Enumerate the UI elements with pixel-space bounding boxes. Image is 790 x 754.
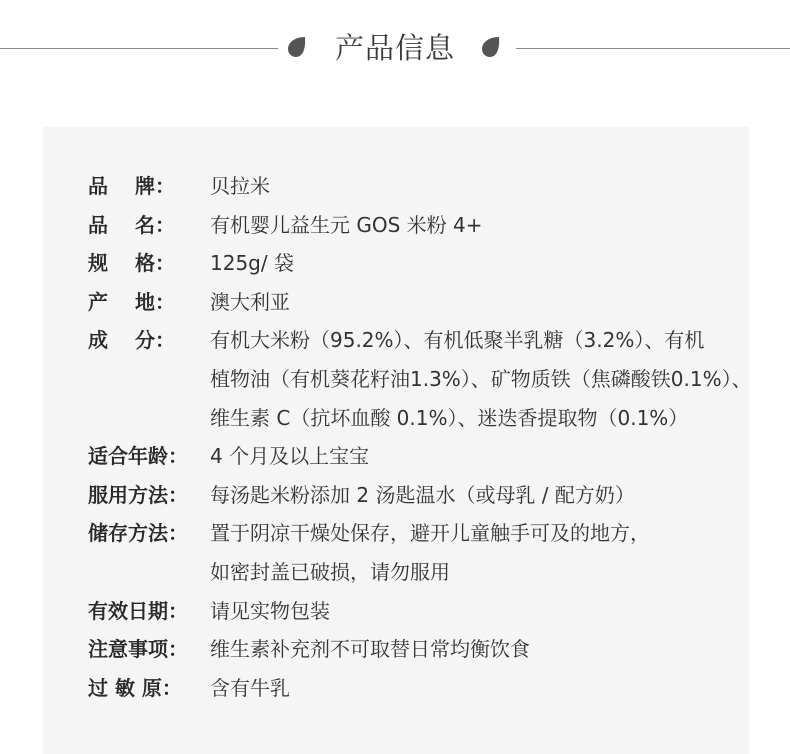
info-row	[88, 206, 738, 245]
info-label: 品 牌：	[88, 174, 175, 198]
info-row	[88, 167, 738, 206]
info-row	[88, 244, 738, 283]
section-header	[0, 22, 790, 74]
info-value	[210, 206, 738, 245]
info-value-line: 请见实物包装	[210, 598, 330, 623]
info-value	[210, 167, 738, 206]
info-value-line: 置于阴凉干燥处保存，避开儿童触手可及的地方，	[210, 521, 650, 546]
info-value-line: 植物油（有机葵花籽油1.3%）、矿物质铁（焦磷酸铁0.1%）、	[210, 366, 752, 391]
info-value-line: 维生素补充剂不可取替日常均衡饮食	[210, 637, 530, 662]
leaf-icon	[284, 34, 310, 60]
info-row	[88, 630, 738, 669]
info-row	[88, 514, 738, 591]
page-title: 产品信息	[334, 31, 455, 65]
info-label: 规 格：	[88, 251, 175, 276]
leaf-icon	[478, 34, 504, 60]
info-row	[88, 283, 738, 322]
info-label: 有效日期：	[88, 598, 188, 623]
info-value-line: 贝拉米	[210, 174, 270, 198]
info-value-line: 125g/ 袋	[210, 251, 294, 276]
info-value	[210, 283, 738, 322]
info-value	[210, 592, 738, 631]
info-label: 产 地：	[88, 289, 175, 314]
info-value	[210, 476, 738, 515]
info-label: 注意事项：	[88, 637, 188, 662]
info-value-line: 含有牛乳	[210, 675, 290, 700]
header-divider-left	[0, 48, 278, 49]
info-row	[88, 321, 752, 437]
info-row	[88, 669, 738, 708]
info-value	[210, 630, 738, 669]
product-info-panel	[43, 127, 752, 754]
info-value-line: 澳大利亚	[210, 289, 290, 314]
info-row	[88, 476, 738, 515]
info-value-line: 有机婴儿益生元 GOS 米粉 4+	[210, 212, 483, 237]
product-info-list	[88, 167, 752, 707]
info-value	[210, 244, 738, 283]
info-label: 储存方法：	[88, 521, 188, 546]
info-value	[210, 321, 752, 437]
info-label: 成 分：	[88, 328, 175, 353]
info-label: 服用方法：	[88, 482, 188, 507]
info-value	[210, 514, 738, 591]
info-label: 品 名：	[88, 212, 175, 237]
info-value-line: 4 个月及以上宝宝	[210, 444, 370, 469]
info-value	[210, 437, 738, 476]
info-row	[88, 592, 738, 631]
info-value-line: 维生素 C（抗坏血酸 0.1%）、迷迭香提取物（0.1%）	[210, 405, 689, 430]
header-divider-right	[516, 48, 790, 49]
info-label: 过 敏 原：	[88, 675, 182, 700]
info-value-line: 有机大米粉（95.2%）、有机低聚半乳糖（3.2%）、有机	[210, 328, 705, 353]
info-value-line: 如密封盖已破损，请勿服用	[210, 559, 450, 584]
info-row	[88, 437, 738, 476]
info-value-line: 每汤匙米粉添加 2 汤匙温水（或母乳 / 配方奶）	[210, 482, 635, 507]
info-label: 适合年龄：	[88, 444, 188, 469]
info-value	[210, 669, 738, 708]
